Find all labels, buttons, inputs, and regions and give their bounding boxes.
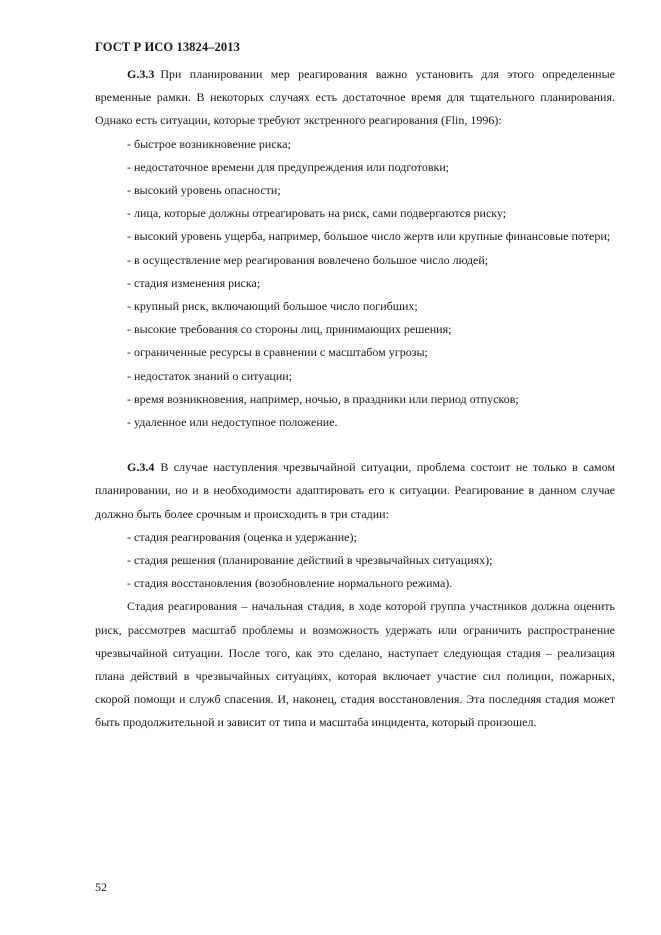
paragraph-g34-closing: Стадия реагирования – начальная стадия, в ходе которой группа участников должна оценить риск, рассмотрев масштаб проблемы и возможность удержать или ограничить распространение чрезвычайной ситуации. После того, как это сделано, наступает следующая стадия – реализация плана действий в чрезвычайных ситуациях, которая включает участие сил полиции, пожарных, скорой помощи и служб спасения. И, наконец, стадия восстановления. Эта последняя стадия может быть продолжительной и зависит от типа и масштаба инцидента, который произошел.	[95, 599, 615, 730]
list-item: - быстрое возникновение риска;	[127, 136, 291, 151]
document-header: ГОСТ Р ИСО 13824–2013	[95, 40, 240, 54]
list-g34	[95, 526, 615, 596]
list-item: - стадия восстановления (возобновление нормального режима).	[127, 576, 453, 591]
list-item: - стадия решения (планирование действий в чрезвычайных ситуациях);	[127, 553, 493, 568]
list-item: - ограниченные ресурсы в сравнении с масштабом угрозы;	[127, 345, 428, 360]
list-item: - стадия изменения риска;	[127, 275, 261, 290]
list-g33	[95, 133, 615, 435]
section-spacer	[95, 434, 615, 456]
list-item: - недостаток знаний о ситуации;	[127, 368, 292, 383]
list-item: - удаленное или недоступное положение.	[127, 415, 338, 430]
paragraph-g33-text: При планировании мер реагирования важно установить для этого определенные временные рамки. В некоторых случаях есть достаточное время для тщательного планирования. Однако есть ситуации, которые требуют экстренного реагирования (Flin, 1996):	[95, 67, 615, 128]
section-number-g34: G.3.4	[127, 460, 155, 475]
paragraph-g34	[95, 456, 615, 526]
list-item: - в осуществление мер реагирования вовлечено большое число людей;	[127, 252, 489, 267]
list-item: - стадия реагирования (оценка и удержание);	[127, 529, 357, 544]
list-item: - лица, которые должны отреагировать на риск, сами подвергаются риску;	[127, 206, 507, 221]
page-number: 52	[95, 880, 107, 894]
paragraph-g33	[95, 63, 615, 133]
list-item: - высокий уровень опасности;	[127, 183, 281, 198]
paragraph-g34-text: В случае наступления чрезвычайной ситуации, проблема состоит не только в самом планировании, но и в необходимости адаптировать его к ситуации. Реагирование в данном случае должно быть более срочным и происходить в три стадии:	[95, 460, 615, 521]
document-body	[95, 63, 615, 735]
section-number-g33: G.3.3	[127, 67, 155, 81]
list-item: - время возникновения, например, ночью, в праздники или период отпусков;	[127, 391, 519, 406]
list-item: - высокий уровень ущерба, например, большое число жертв или крупные финансовые потери;	[127, 229, 611, 244]
list-item: - недостаточное времени для предупреждения или подготовки;	[127, 159, 450, 174]
list-item: - высокие требования со стороны лиц, принимающих решения;	[127, 322, 452, 337]
list-item: - крупный риск, включающий большое число погибших;	[127, 299, 418, 314]
